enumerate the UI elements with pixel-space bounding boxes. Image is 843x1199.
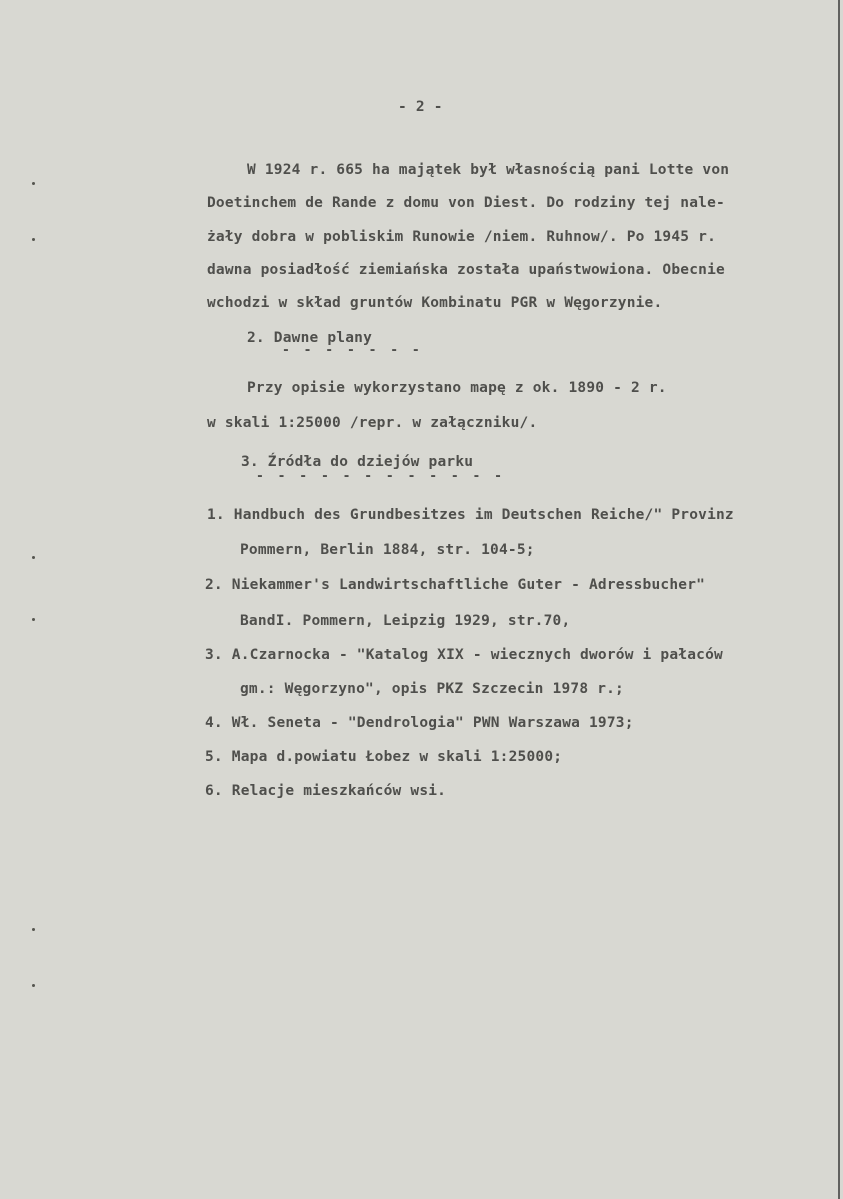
source-line: gm.: Węgorzyno", opis PKZ Szczecin 1978 r.; bbox=[240, 681, 624, 697]
section-line: Przy opisie wykorzystano mapę z ok. 1890 - 2 r. bbox=[247, 380, 667, 396]
paragraph-line: Doetinchem de Rande z domu von Diest. Do rodziny tej nale- bbox=[207, 195, 725, 211]
margin-dot bbox=[32, 928, 35, 931]
paragraph-line: żały dobra w pobliskim Runowie /niem. Ruhnow/. Po 1945 r. bbox=[207, 229, 716, 245]
paragraph-line: W 1924 r. 665 ha majątek był własnością pani Lotte von bbox=[247, 162, 730, 178]
section-heading: 3. Źródła do dziejów parku bbox=[241, 454, 474, 470]
margin-dot bbox=[32, 618, 35, 621]
source-line: 1. Handbuch des Grundbesitzes im Deutschen Reiche/" Provinz bbox=[207, 507, 734, 523]
margin-dot bbox=[32, 984, 35, 987]
source-line: 5. Mapa d.powiatu Łobez w skali 1:25000; bbox=[205, 749, 563, 765]
source-line: BandI. Pommern, Leipzig 1929, str.70, bbox=[240, 613, 571, 629]
source-line: 6. Relacje mieszkańców wsi. bbox=[205, 783, 447, 799]
heading-underline: - - - - - - - - - - - - bbox=[256, 469, 506, 484]
margin-dot bbox=[32, 556, 35, 559]
source-line: 3. A.Czarnocka - "Katalog XIX - wiecznych dworów i pałaców bbox=[205, 647, 723, 663]
section-heading: 2. Dawne plany bbox=[247, 330, 373, 346]
page-number: - 2 - bbox=[398, 99, 443, 115]
margin-dot bbox=[32, 182, 35, 185]
section-line: w skali 1:25000 /repr. w załączniku/. bbox=[207, 415, 538, 431]
source-line: 4. Wł. Seneta - "Dendrologia" PWN Warszawa 1973; bbox=[205, 715, 634, 731]
source-line: Pommern, Berlin 1884, str. 104-5; bbox=[240, 542, 535, 558]
margin-dot bbox=[32, 238, 35, 241]
paragraph-line: wchodzi w skład gruntów Kombinatu PGR w Węgorzynie. bbox=[207, 295, 663, 311]
page-edge bbox=[838, 0, 840, 1199]
source-line: 2. Niekammer's Landwirtschaftliche Guter - Adressbucher" bbox=[205, 577, 706, 593]
heading-underline: - - - - - - - bbox=[282, 343, 423, 358]
paragraph-line: dawna posiadłość ziemiańska została upaństwowiona. Obecnie bbox=[207, 262, 725, 278]
